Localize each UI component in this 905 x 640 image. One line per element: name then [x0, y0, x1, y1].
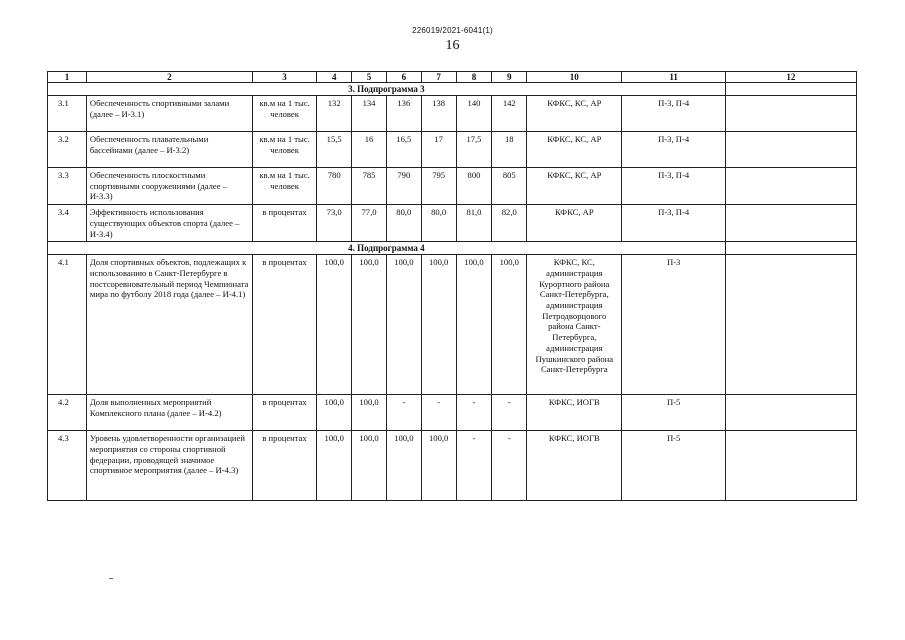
related-indicators: П-5 — [622, 395, 725, 431]
year-value: 785 — [352, 168, 387, 205]
indicator-name: Обеспеченность плоскостными спортивными сооружениями (далее – И-3.3) — [86, 168, 252, 205]
column-header: 3 — [252, 72, 317, 83]
executors: КФКС, КС, администрация Курортного района Санкт-Петербурга, администрация Петродворцового района Санкт-Петербурга, администрация Пушкинского района Санкт-Петербурга — [527, 255, 622, 395]
unit-of-measure: в процентах — [252, 431, 317, 501]
column-header: 10 — [527, 72, 622, 83]
year-value: 100,0 — [386, 255, 421, 395]
year-value: 780 — [317, 168, 352, 205]
note-cell — [725, 132, 856, 168]
year-value: 82,0 — [492, 205, 527, 242]
column-header: 1 — [48, 72, 87, 83]
year-value: 100,0 — [386, 431, 421, 501]
year-value: 16 — [352, 132, 387, 168]
related-indicators: П-3, П-4 — [622, 132, 725, 168]
section-empty-cell — [725, 83, 856, 96]
row-number: 4.2 — [48, 395, 87, 431]
note-cell — [725, 168, 856, 205]
executors: КФКС, КС, АР — [527, 96, 622, 132]
column-header: 6 — [386, 72, 421, 83]
indicator-name: Доля выполненных мероприятий Комплексного плана (далее – И-4.2) — [86, 395, 252, 431]
column-header: 12 — [725, 72, 856, 83]
year-value: - — [492, 395, 527, 431]
related-indicators: П-3, П-4 — [622, 168, 725, 205]
year-value: 800 — [456, 168, 492, 205]
column-header: 4 — [317, 72, 352, 83]
year-value: 100,0 — [456, 255, 492, 395]
row-number: 3.3 — [48, 168, 87, 205]
table-row — [48, 96, 857, 132]
year-value: 100,0 — [352, 395, 387, 431]
year-value: - — [492, 431, 527, 501]
related-indicators: П-5 — [622, 431, 725, 501]
year-value: - — [456, 395, 492, 431]
row-number: 4.1 — [48, 255, 87, 395]
column-header-row — [48, 72, 857, 83]
indicator-name: Обеспеченность спортивными залами (далее – И-3.1) — [86, 96, 252, 132]
indicator-name: Эффективность использования существующих объектов спорта (далее – И-3.4) — [86, 205, 252, 242]
table-row — [48, 395, 857, 431]
year-value: 81,0 — [456, 205, 492, 242]
year-value: 100,0 — [492, 255, 527, 395]
executors: КФКС, КС, АР — [527, 132, 622, 168]
table-body — [48, 72, 857, 501]
row-number: 3.1 — [48, 96, 87, 132]
year-value: 805 — [492, 168, 527, 205]
document-id: 226019/2021-6041(1) — [412, 26, 493, 35]
table-row — [48, 255, 857, 395]
year-value: 100,0 — [421, 431, 456, 501]
unit-of-measure: кв.м на 1 тыс. человек — [252, 96, 317, 132]
section-empty-cell — [725, 242, 856, 255]
row-number: 3.2 — [48, 132, 87, 168]
table-row — [48, 132, 857, 168]
related-indicators: П-3 — [622, 255, 725, 395]
note-cell — [725, 395, 856, 431]
executors: КФКС, АР — [527, 205, 622, 242]
indicator-name: Обеспеченность плавательными бассейнами (далее – И-3.2) — [86, 132, 252, 168]
year-value: 100,0 — [421, 255, 456, 395]
note-cell — [725, 96, 856, 132]
page-number: 16 — [445, 38, 460, 53]
row-number: 3.4 — [48, 205, 87, 242]
section-header-row — [48, 83, 857, 96]
note-cell — [725, 255, 856, 395]
table-row — [48, 168, 857, 205]
table-row — [48, 431, 857, 501]
related-indicators: П-3, П-4 — [622, 96, 725, 132]
executors: КФКС, КС, АР — [527, 168, 622, 205]
year-value: 795 — [421, 168, 456, 205]
unit-of-measure: в процентах — [252, 395, 317, 431]
column-header: 8 — [456, 72, 492, 83]
column-header: 2 — [86, 72, 252, 83]
year-value: 80,0 — [386, 205, 421, 242]
note-cell — [725, 431, 856, 501]
section-header-row — [48, 242, 857, 255]
unit-of-measure: кв.м на 1 тыс. человек — [252, 168, 317, 205]
column-header: 7 — [421, 72, 456, 83]
year-value: 100,0 — [317, 255, 352, 395]
column-header: 9 — [492, 72, 527, 83]
year-value: - — [421, 395, 456, 431]
note-cell — [725, 205, 856, 242]
year-value: 134 — [352, 96, 387, 132]
year-value: - — [456, 431, 492, 501]
year-value: 140 — [456, 96, 492, 132]
year-value: 16,5 — [386, 132, 421, 168]
indicator-name: Доля спортивных объектов, подлежащих к использованию в Санкт-Петербурге в постсоревновательный период Чемпионата мира по футболу 2018 года (далее – И-4.1) — [86, 255, 252, 395]
year-value: 100,0 — [317, 395, 352, 431]
year-value: 100,0 — [352, 431, 387, 501]
row-number: 4.3 — [48, 431, 87, 501]
section-title: 4. Подпрограмма 4 — [48, 242, 726, 255]
year-value: 100,0 — [317, 431, 352, 501]
year-value: 17,5 — [456, 132, 492, 168]
unit-of-measure: в процентах — [252, 205, 317, 242]
indicator-name: Уровень удовлетворенности организацией мероприятия со стороны спортивной федерации, проводящей значимое спортивное мероприятия (далее – И-4.3) — [86, 431, 252, 501]
year-value: - — [386, 395, 421, 431]
section-title: 3. Подпрограмма 3 — [48, 83, 726, 96]
column-header: 5 — [352, 72, 387, 83]
year-value: 138 — [421, 96, 456, 132]
year-value: 142 — [492, 96, 527, 132]
indicators-table — [47, 71, 857, 501]
year-value: 17 — [421, 132, 456, 168]
table-row — [48, 205, 857, 242]
year-value: 790 — [386, 168, 421, 205]
column-header: 11 — [622, 72, 725, 83]
unit-of-measure: в процентах — [252, 255, 317, 395]
executors: КФКС, ИОГВ — [527, 395, 622, 431]
year-value: 15,5 — [317, 132, 352, 168]
year-value: 132 — [317, 96, 352, 132]
unit-of-measure: кв.м на 1 тыс. человек — [252, 132, 317, 168]
year-value: 136 — [386, 96, 421, 132]
year-value: 80,0 — [421, 205, 456, 242]
executors: КФКС, ИОГВ — [527, 431, 622, 501]
related-indicators: П-3, П-4 — [622, 205, 725, 242]
year-value: 77,0 — [352, 205, 387, 242]
year-value: 18 — [492, 132, 527, 168]
year-value: 100,0 — [352, 255, 387, 395]
year-value: 73,0 — [317, 205, 352, 242]
scan-mark — [109, 578, 113, 579]
